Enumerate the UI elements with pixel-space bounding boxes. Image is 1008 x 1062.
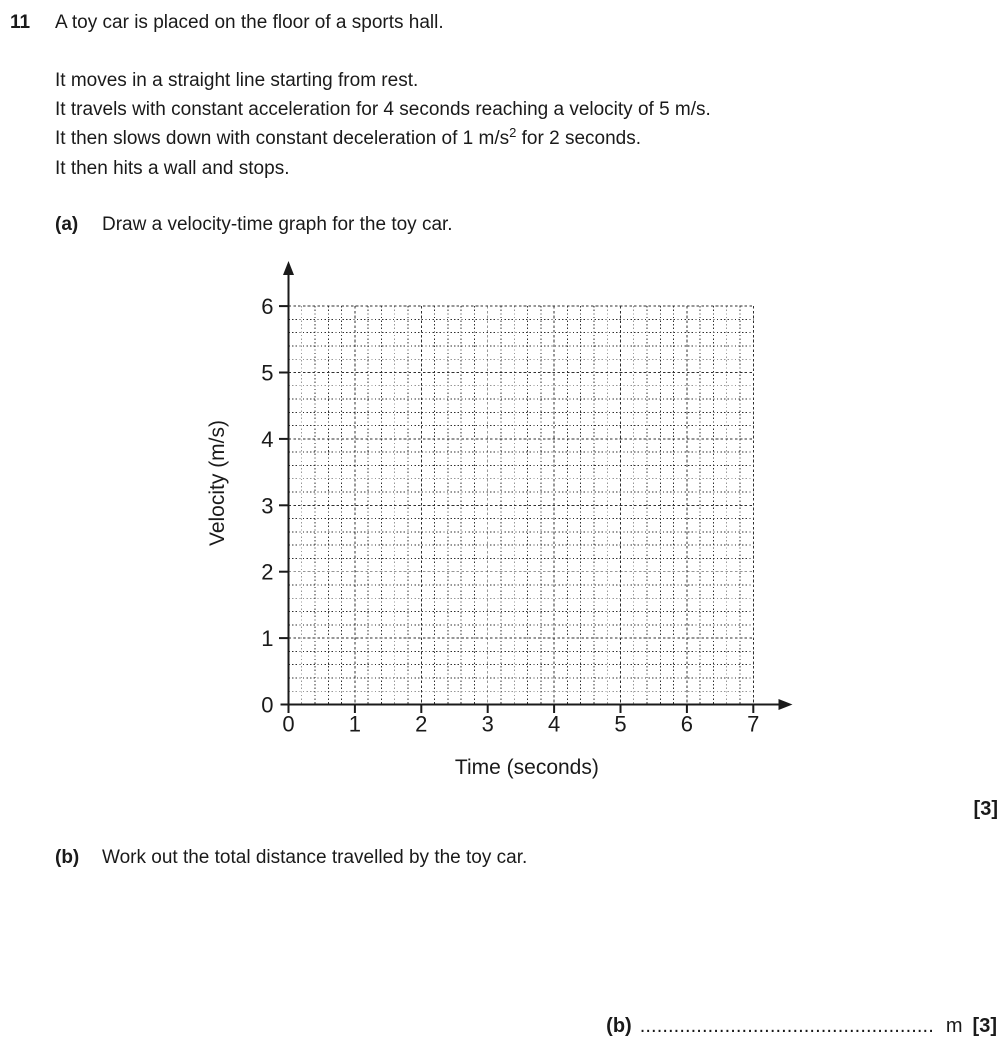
part-b-marks: [3]	[972, 1015, 997, 1037]
x-tick-label: 4	[547, 711, 561, 737]
y-tick-label: 6	[261, 294, 274, 320]
part-a-prompt: Draw a velocity-time graph for the toy car.	[102, 214, 453, 235]
y-axis-arrow-icon	[283, 261, 294, 275]
y-tick-label: 1	[261, 626, 274, 652]
answer-label: (b)	[606, 1015, 632, 1037]
superscript-exponent: 2	[509, 125, 517, 140]
y-axis-title: Velocity (m/s)	[206, 419, 229, 547]
part-a-label: (a)	[55, 214, 79, 235]
chart-grid	[289, 306, 754, 704]
x-tick-label: 2	[415, 711, 428, 737]
x-tick-label: 7	[747, 711, 760, 737]
part-b-row	[55, 843, 527, 872]
x-axis-title: Time (seconds)	[454, 756, 599, 779]
statement-line: It travels with constant acceleration for 4 seconds reaching a velocity of 5 m/s.	[55, 99, 711, 120]
question-statements	[55, 66, 711, 183]
y-tick-label: 0	[261, 692, 274, 718]
x-tick-labels	[282, 712, 759, 737]
x-tick-label: 3	[481, 711, 494, 737]
x-axis-arrow-icon	[779, 699, 793, 710]
part-b-answer-row	[606, 1012, 997, 1041]
statement-text: for 2 seconds.	[516, 128, 641, 149]
velocity-time-graph-svg	[170, 250, 820, 790]
statement-line: It then hits a wall and stops.	[55, 158, 290, 179]
y-tick-labels	[261, 294, 273, 717]
x-tick-label: 6	[680, 711, 694, 737]
statement-line	[55, 124, 711, 154]
velocity-time-graph	[170, 250, 820, 790]
axes	[281, 261, 793, 710]
y-tick-label: 4	[261, 426, 274, 452]
part-a-marks: [3]	[973, 798, 998, 820]
part-b-label: (b)	[55, 847, 80, 868]
statement-line: It moves in a straight line starting from rest.	[55, 70, 419, 91]
axis-titles	[206, 420, 599, 779]
answer-unit: m	[945, 1015, 963, 1037]
x-tick-label: 5	[614, 711, 627, 737]
y-tick-label: 5	[261, 360, 274, 386]
part-a-row	[55, 210, 453, 239]
x-tick-label: 1	[348, 711, 362, 737]
question-number: 11	[10, 12, 31, 33]
axis-ticks	[279, 306, 753, 713]
y-tick-label: 3	[261, 493, 274, 519]
answer-dotted-line: ....................................................	[639, 1015, 934, 1037]
part-b-prompt: Work out the total distance travelled by the toy car.	[102, 847, 528, 868]
x-tick-label: 0	[282, 711, 295, 737]
y-tick-label: 2	[261, 559, 274, 585]
statement-text: It then slows down with constant deceleration of 1 m/s	[55, 128, 510, 149]
question-intro: A toy car is placed on the floor of a sports hall.	[55, 12, 444, 33]
